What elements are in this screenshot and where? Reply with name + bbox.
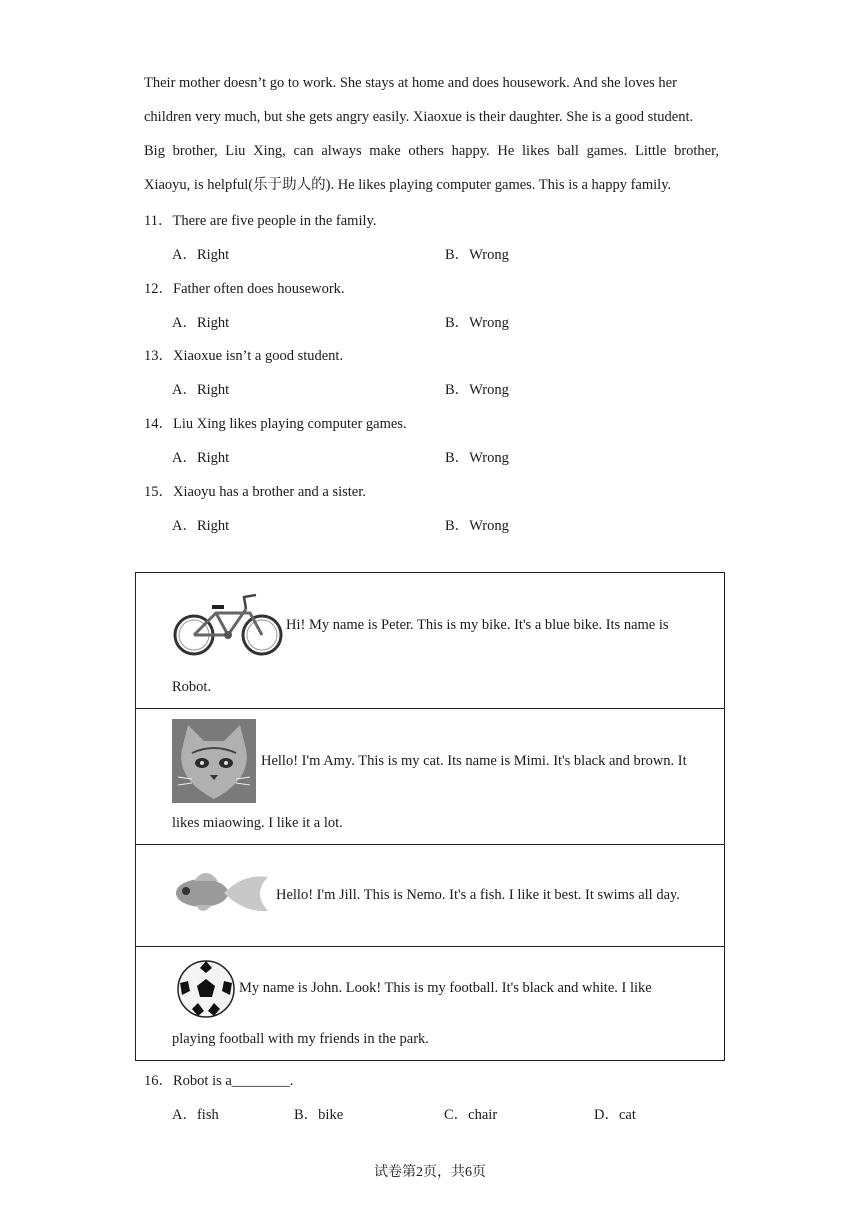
question-14: 14．Liu Xing likes playing computer games. (144, 416, 407, 432)
q14-option-a[interactable]: A．Right (172, 450, 230, 466)
question-12: 12．Father often does housework. (144, 281, 345, 297)
question-13: 13．Xiaoxue isn’t a good student. (144, 348, 344, 364)
page-footer: 试卷第2页，共6页 (374, 1165, 486, 1180)
card-text: Hello! I'm Jill. This is Nemo. It's a fish. I like it best. It swims all day. (276, 887, 680, 903)
q16-option-c[interactable]: C．chair (444, 1107, 498, 1123)
card-text: Hi! My name is Peter. This is my bike. It's a blue bike. Its name is (286, 617, 669, 633)
q15-option-b[interactable]: B．Wrong (445, 518, 509, 534)
question-11: 11．There are five people in the family. (144, 213, 377, 229)
q13-option-a[interactable]: A．Right (172, 382, 230, 398)
card-jill (136, 845, 725, 947)
question-16: 16．Robot is a________. (144, 1073, 294, 1089)
football-icon (176, 959, 236, 1019)
card-text: likes miaowing. I like it a lot. (172, 815, 343, 831)
passage-line: Xiaoyu, is helpful(乐于助人的). He likes playing computer games. This is a happy family. (144, 177, 672, 193)
q15-option-a[interactable]: A．Right (172, 518, 230, 534)
card-john (136, 947, 725, 1061)
card-text: playing football with my friends in the park. (172, 1031, 429, 1047)
reading-passage (144, 66, 719, 202)
passage-line: children very much, but she gets angry easily. Xiaoxue is their daughter. She is a good student. (144, 109, 694, 125)
q16-option-a[interactable]: A．fish (172, 1107, 219, 1123)
q11-option-b[interactable]: B．Wrong (445, 247, 509, 263)
q12-option-a[interactable]: A．Right (172, 315, 230, 331)
card-peter (136, 573, 725, 709)
q13-option-b[interactable]: B．Wrong (445, 382, 509, 398)
q16-option-d[interactable]: D．cat (594, 1107, 636, 1123)
card-text: Hello! I'm Amy. This is my cat. Its name is Mimi. It's black and brown. It (261, 753, 687, 769)
cat-icon (172, 719, 256, 803)
q16-option-b[interactable]: B．bike (294, 1107, 344, 1123)
pets-table (135, 572, 725, 1061)
q12-option-b[interactable]: B．Wrong (445, 315, 509, 331)
card-amy (136, 709, 725, 845)
question-15: 15．Xiaoyu has a brother and a sister. (144, 484, 366, 500)
q11-option-a[interactable]: A．Right (172, 247, 230, 263)
bike-icon (172, 587, 284, 659)
passage-line: Big brother, Liu Xing, can always make others happy. He likes ball games. Little brother, (144, 143, 719, 159)
q14-option-b[interactable]: B．Wrong (445, 450, 509, 466)
card-text: Robot. (172, 679, 212, 695)
card-text: My name is John. Look! This is my football. It's black and white. I like (239, 980, 652, 996)
fish-icon (172, 863, 270, 921)
passage-line: Their mother doesn’t go to work. She stays at home and does housework. And she loves her (144, 75, 677, 91)
